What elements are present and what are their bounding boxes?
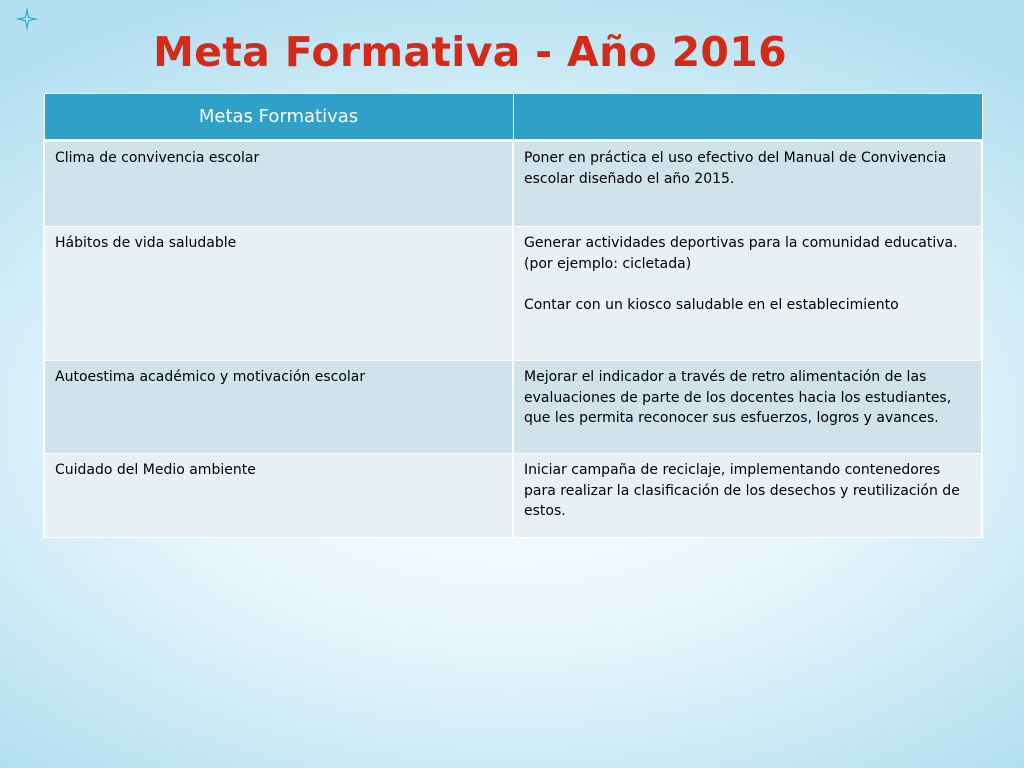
table-row bbox=[44, 454, 982, 538]
goal-cell bbox=[44, 361, 513, 454]
action-text: Iniciar campaña de reciclaje, implementando contenedores para realizar la clasificación de los desechos y reutilización de estos. bbox=[524, 462, 960, 519]
actions-cell bbox=[513, 361, 982, 454]
table-header-row bbox=[44, 94, 982, 141]
action-text: Contar con un kiosco saludable en el establecimiento bbox=[524, 296, 899, 313]
table-row bbox=[44, 361, 982, 454]
table-row bbox=[44, 227, 982, 361]
action-text: Poner en práctica el uso efectivo del Manual de Convivencia escolar diseñado el año 2015. bbox=[524, 150, 947, 187]
goal-cell bbox=[44, 141, 513, 227]
action-text: Mejorar el indicador a través de retro alimentación de las evaluaciones de parte de los docentes hacia los estudiantes, que les permita reconocer sus esfuerzos, logros y avances. bbox=[524, 369, 952, 426]
goal-text: Cuidado del Medio ambiente bbox=[55, 462, 256, 478]
actions-cell bbox=[513, 454, 982, 538]
header-goals: Metas Formativas bbox=[44, 94, 513, 141]
actions-cell bbox=[513, 141, 982, 227]
action-text: Generar actividades deportivas para la comunidad educativa. (por ejemplo: cicletada) bbox=[524, 235, 958, 272]
goals-table bbox=[43, 93, 983, 538]
goal-text: Clima de convivencia escolar bbox=[55, 150, 260, 166]
slide-title: Meta Formativa - Año 2016 bbox=[153, 28, 787, 76]
table-row bbox=[44, 141, 982, 227]
actions-cell bbox=[513, 227, 982, 361]
goal-cell bbox=[44, 454, 513, 538]
goal-text: Autoestima académico y motivación escolar bbox=[55, 369, 366, 385]
goal-cell bbox=[44, 227, 513, 361]
goal-text: Hábitos de vida saludable bbox=[55, 235, 237, 251]
header-actions bbox=[513, 94, 982, 141]
